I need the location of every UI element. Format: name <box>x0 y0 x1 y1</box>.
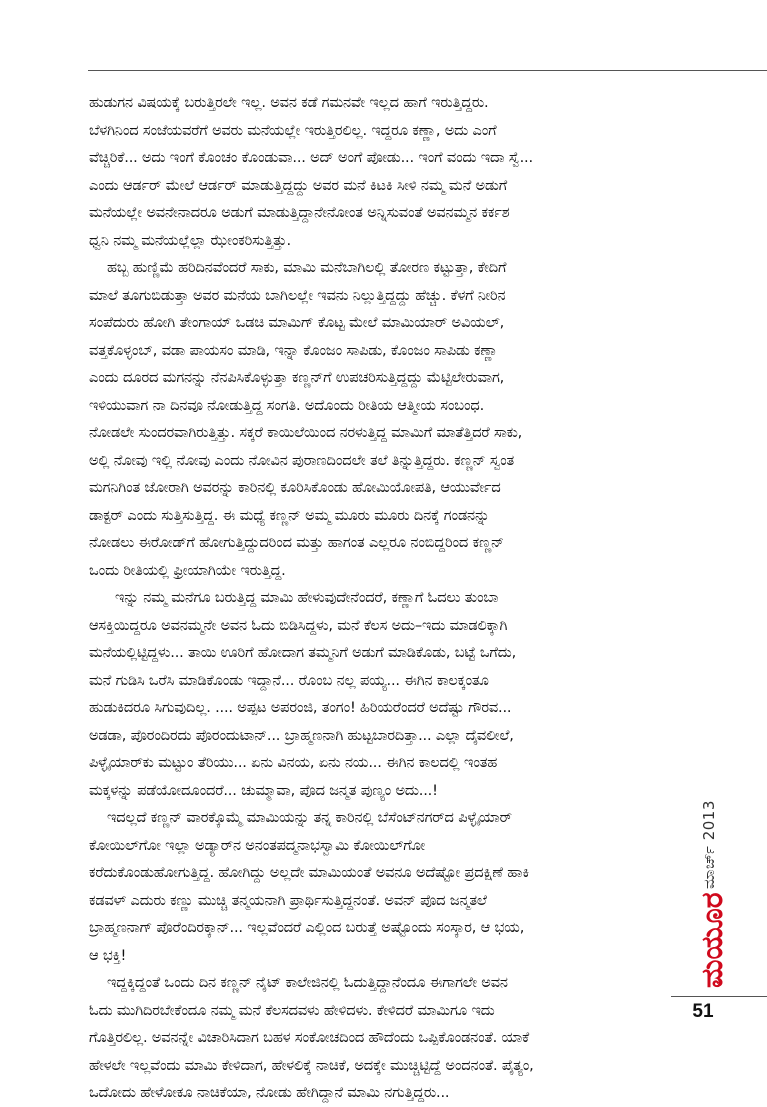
text-line: ಇದಲ್ಲದೆ ಕಣ್ಣನ್ ವಾರಕ್ಕೊಮ್ಮೆ ಮಾಮಿಯನ್ನು ತನ್ನ ಕಾರಿನಲ್ಲಿ ಬೆಸೆಂಟ್‌ನಗರ್‌ದ ಪಿಳ್ಳೈಯಾರ್ <box>107 809 512 826</box>
text-line: ನೋಡಲೇ ಸುಂದರವಾಗಿರುತ್ತಿತ್ತು. ಸಕ್ಕರೆ ಕಾಯಿಲೆಯಿಂದ ನರಳುತ್ತಿದ್ದ ಮಾಮಿಗೆ ಮಾತೆತ್ತಿದರೆ ಸಾಕು, <box>89 424 523 441</box>
text-line: ಅಡಡಾ, ಪೊರಂದಿರದು ಪೊರಂದುಟಾನ್... ಬ್ರಾಹ್ಮಣನಾಗಿ ಹುಟ್ಟಬಾರದಿತ್ತಾ... ಎಲ್ಲಾ ದೈವಲೀಲೆ, <box>89 726 514 744</box>
text-line: ಸಂಪೆದುರು ಹೋಗಿ ತೇಂಗಾಯ್ ಒಡಚಿ ಮಾಮಿಗ್ ಕೊಟ್ಟ ಮೇಲೆ ಮಾಮಿಯಾರ್ ಅವಿಯಲ್, <box>89 314 505 331</box>
text-line: ಒಂದು ರೀತಿಯಲ್ಲಿ ಫ್ರೀಯಾಗಿಯೇ ಇರುತ್ತಿದ್ದ. <box>89 561 286 579</box>
text-line: ಮಗನಿಗಿಂತ ಜೋರಾಗಿ ಅವರನ್ನು ಕಾರಿನಲ್ಲಿ ಕೂರಿಸಿಕೊಂಡು ಹೋಮಿಯೋಪತಿ, ಆಯುರ್ವೇದ <box>89 479 501 496</box>
text-line: ಗೊತ್ತಿರಲಿಲ್ಲ. ಅವನನ್ನೇ ವಿಚಾರಿಸಿದಾಗ ಬಹಳ ಸಂಕೋಚದಿಂದ ಹೌದೆಂದು ಒಪ್ಪಿಕೊಂಡನಂತೆ. ಯಾಕೆ <box>89 1029 530 1046</box>
text-line: ಮನೆಯಲ್ಲೇ ಅವನೇನಾದರೂ ಅಡುಗೆ ಮಾಡುತ್ತಿದ್ದಾನೇನೋಂತ ಅನ್ನಿಸುವಂತೆ ಅವನಮ್ಮನ ಕರ್ಕಶ <box>89 204 510 221</box>
text-line: ಕಡವಳ್ ಎದುರು ಕಣ್ಣು ಮುಚ್ಚಿ ತನ್ಮಯನಾಗಿ ಪ್ರಾರ್ಥಿಸುತ್ತಿದ್ದನಂತೆ. ಅವನ್ ಪೊದ ಜನ್ಮತಲೆ <box>89 891 487 909</box>
text-line: ಧ್ವನಿ ನಮ್ಮ ಮನೆಯಲ್ಲೆಲ್ಲಾ ಝೇಂಕರಿಸುತ್ತಿತ್ತು. <box>89 231 291 249</box>
text-line: ಇಳಿಯುವಾಗ ನಾ ದಿನವೂ ನೋಡುತ್ತಿದ್ದ ಸಂಗತಿ. ಅದೊಂದು ರೀತಿಯ ಆತ್ಮೀಯ ಸಂಬಂಧ. <box>89 396 485 414</box>
bottom-rule <box>671 996 767 997</box>
text-line: ಕೋಯಿಲ್‌ಗೋ ಇಲ್ಲಾ ಅಡ್ಯಾರ್‌ನ ಅನಂತಪದ್ಮನಾಭಸ್ವಾಮಿ ಕೋಯಿಲ್‌ಗೋ <box>89 836 426 854</box>
article-body <box>89 89 674 1107</box>
text-line: ಒದೋದು ಹೇಳೋಕೂ ನಾಚಿಕೆಯಾ, ನೋಡು ಹೇಗಿದ್ದಾನೆ ಮಾಮಿ ನಗುತ್ತಿದ್ದರು... <box>89 1084 450 1101</box>
text-line: ಆಸಕ್ತಿಯಿದ್ದರೂ ಅವನಮ್ಮನೇ ಅವನ ಓದು ಬಿಡಿಸಿದ್ದಳು, ಮನೆ ಕೆಲಸ ಅದು–ಇದು ಮಾಡಲಿಕ್ಕಾಗಿ <box>89 616 508 634</box>
text-line: ನೋಡಲು ಈರೋಡ್‌ಗೆ ಹೋಗುತ್ತಿದ್ದುದರಿಂದ ಮತ್ತು ಹಾಗಂತ ಎಲ್ಲರೂ ನಂಬಿದ್ದರಿಂದ ಕಣ್ಣನ್ <box>89 534 504 551</box>
text-line: ಹೇಳಲೇ ಇಲ್ಲವೆಂದು ಮಾಮಿ ಕೇಳಿದಾಗ, ಹೇಳಲಿಕ್ಕೆ ನಾಚಿಕೆ, ಅದಕ್ಕೇ ಮುಚ್ಚಿಟ್ಟಿದ್ದೆ ಅಂದನಂತೆ. ಪೈತ್ಯಂ, <box>89 1056 534 1074</box>
text-line: ಬೆಳಗಿನಿಂದ ಸಂಜೆಯವರೆಗೆ ಅವರು ಮನೆಯಲ್ಲೇ ಇರುತ್ತಿರಲಿಲ್ಲ. ಇದ್ದರೂ ಕಣ್ಣಾ, ಅದು ಎಂಗೆ <box>89 121 497 139</box>
text-line: ಬ್ರಾಹ್ಮಣನಾಗ್ ಪೊರೆಂದಿರಕ್ಕಾನ್... ಇಲ್ಲವೆಂದರೆ ಎಲ್ಲಿಂದ ಬರುತ್ತೆ ಅಷ್ಟೊಂದು ಸಂಸ್ಕಾರ, ಆ ಭಯ, <box>89 919 525 936</box>
text-line: ಡಾಕ್ಟರ್ ಎಂದು ಸುತ್ತಿಸುತ್ತಿದ್ದ. ಈ ಮಧ್ಯೆ ಕಣ್ಣನ್ ಅಮ್ಮ ಮೂರು ಮೂರು ದಿನಕ್ಕೆ ಗಂಡನನ್ನು <box>89 506 490 524</box>
text-line: ಓದು ಮುಗಿದಿರಬೇಕೆಂದೂ ನಮ್ಮ ಮನೆ ಕೆಲಸದವಳು ಹೇಳಿದಳು. ಕೇಳಿದರೆ ಮಾಮಿಗೂ ಇದು <box>89 1001 495 1019</box>
magazine-logo: ಮಯೂರ <box>695 892 730 988</box>
text-line: ಮಾಲೆ ತೂಗುಬಿಡುತ್ತಾ ಅವರ ಮನೆಯ ಬಾಗಿಲಲ್ಲೇ ಇವನು ನಿಲ್ಲುತ್ತಿದ್ದದ್ದು ಹೆಚ್ಚು. ಕೆಳಗೆ ನೀರಿನ <box>89 286 506 304</box>
issue-date: ಮಾರ್ಚ್ 2013 <box>700 800 718 890</box>
text-line: ಇದ್ದಕ್ಕಿದ್ದಂತೆ ಒಂದು ದಿನ ಕಣ್ಣನ್ ನೈಟ್ ಕಾಲೇಜಿನಲ್ಲಿ ಓದುತ್ತಿದ್ದಾನೆಂದೂ ಈಗಾಗಲೇ ಅವನ <box>107 974 508 991</box>
text-line: ಹುಡುಗನ ವಿಷಯಕ್ಕೆ ಬರುತ್ತಿರಲೇ ಇಲ್ಲ. ಅವನ ಕಡೆ ಗಮನವೇ ಇಲ್ಲದ ಹಾಗೆ ಇರುತ್ತಿದ್ದರು. <box>89 94 489 111</box>
text-line: ವೆಚ್ಚಿರಿಕೆ... ಅದು ಇಂಗೆ ಕೊಂಚಂ ಕೊಂಡುವಾ... ಅದ್ ಅಂಗೆ ಪೋಡು... ಇಂಗೆ ವಂದು ಇದಾ ಸ್ವೆ... <box>89 149 533 166</box>
page-number: 51 <box>692 1001 714 1022</box>
text-line: ಮನೆಯಲ್ಲಿಟ್ಟಿದ್ದಳು... ತಾಯಿ ಊರಿಗೆ ಹೋದಾಗ ತಮ್ಮನಿಗೆ ಅಡುಗೆ ಮಾಡಿಕೊಡು, ಬಟ್ಟೆ ಒಗೆದು, <box>89 644 517 661</box>
text-line: ಪಿಳ್ಳೈಯಾರ್‌ಕು ಮಟ್ಟುಂ ತೆರಿಯು... ಏನು ವಿನಯ, ಏನು ನಯ... ಈಗಿನ ಕಾಲದಲ್ಲಿ ಇಂತಹ <box>89 754 498 771</box>
text-line: ಕರೆದುಕೊಂಡುಹೋಗುತ್ತಿದ್ದ. ಹೋಗಿದ್ದು ಅಲ್ಲದೇ ಮಾಮಿಯಂತೆ ಅವನೂ ಅದೆಷ್ಟೋ ಪ್ರದಕ್ಷಿಣೆ ಹಾಕಿ <box>89 864 529 881</box>
text-line: ಎಂದು ಆರ್ಡರ್ ಮೇಲೆ ಆರ್ಡರ್ ಮಾಡುತ್ತಿದ್ದದ್ದು ಅವರ ಮನೆ ಕಿಟಕಿ ಸೀಳಿ ನಮ್ಮ ಮನೆ ಅಡುಗೆ <box>89 176 507 194</box>
text-line: ಹಬ್ಬ ಹುಣ್ಣಿಮೆ ಹರಿದಿನವೆಂದರೆ ಸಾಕು, ಮಾಮಿ ಮನೆಬಾಗಿಲಲ್ಲಿ ತೋರಣ ಕಟ್ಟುತ್ತಾ, ಕೇದಿಗೆ <box>107 259 507 276</box>
text-line: ಅಲ್ಲಿ ನೋವು ಇಲ್ಲಿ ನೋವು ಎಂದು ನೋವಿನ ಪುರಾಣದಿಂದಲೇ ತಲೆ ತಿನ್ನುತ್ತಿದ್ದರು. ಕಣ್ಣನ್ ಸ್ವಂತ <box>89 451 515 469</box>
text-line: ಇನ್ನು ನಮ್ಮ ಮನೆಗೂ ಬರುತ್ತಿದ್ದ ಮಾಮಿ ಹೇಳುವುದೇನೆಂದರೆ, ಕಣ್ಣಾಗೆ ಓದಲು ತುಂಬಾ <box>115 589 499 606</box>
top-rule <box>88 70 767 71</box>
text-line: ಮಕ್ಕಳನ್ನು ಪಡೆಯೋದೂಂದರೆ... ಚುಮ್ಮಾವಾ, ಪೊದ ಜನ್ಮತ ಪುಣ್ಯಂ ಅದು...! <box>89 781 438 799</box>
text-line: ಹುಡುಕಿದರೂ ಸಿಗುವುದಿಲ್ಲ. .... ಅಪ್ಪಟ ಅಪರಂಜಿ, ತಂಗಂ! ಹಿರಿಯರೆಂದರೆ ಅದೆಷ್ಟು ಗೌರವ... <box>89 699 512 716</box>
text-line: ಎಂದು ದೂರದ ಮಗನನ್ನು ನೆನಪಿಸಿಕೊಳ್ಳುತ್ತಾ ಕಣ್ಣನ್‌ಗೆ ಉಪಚರಿಸುತ್ತಿದ್ದದ್ದು ಮೆಟ್ಟಿಲೇರುವಾಗ, <box>89 369 505 386</box>
text-line: ವತ್ತಕೊಳ್ಳಂಬ್, ವಡಾ ಪಾಯಸಂ ಮಾಡಿ, ಇನ್ನಾ ಕೊಂಜಂ ಸಾಪಿಡು, ಕೊಂಜಂ ಸಾಪಿಡು ಕಣ್ಣಾ <box>89 341 498 359</box>
text-line: ಆ ಭಕ್ತಿ! <box>89 946 127 964</box>
text-line: ಮನೆ ಗುಡಿಸಿ ಒರೆಸಿ ಮಾಡಿಕೊಂಡು ಇದ್ದಾನೆ... ರೊಂಬ ನಲ್ಲ ಪಯ್ಯ... ಈಗಿನ ಕಾಲಕ್ಕಂತೂ <box>89 671 489 689</box>
